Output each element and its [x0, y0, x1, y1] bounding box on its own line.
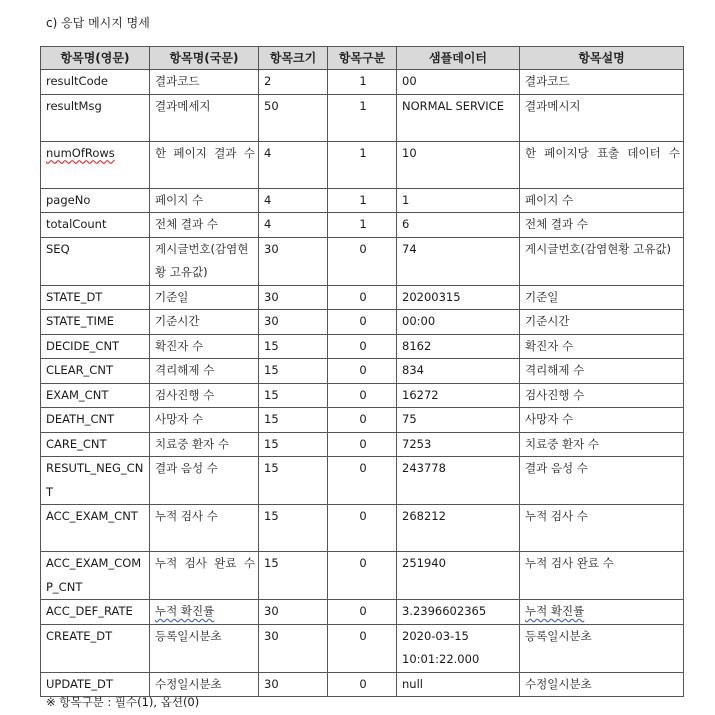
cell-ko-name: 검사진행 수: [150, 383, 259, 408]
cell-en-name: CARE_CNT: [41, 432, 150, 457]
cell-size: 15: [259, 359, 328, 384]
cell-sample: 3.2396602365: [397, 600, 520, 625]
cell-size: 30: [259, 624, 328, 672]
cell-ko-name: 누적 검사 수: [150, 505, 259, 552]
table-row: [41, 188, 684, 213]
cell-en-name: UPDATE_DT: [41, 672, 150, 697]
cell-type: 0: [328, 600, 397, 625]
cell-size: 30: [259, 237, 328, 285]
cell-sample: 16272: [397, 383, 520, 408]
cell-size: 4: [259, 213, 328, 238]
cell-size: 15: [259, 408, 328, 433]
cell-description: 격리해제 수: [520, 359, 684, 384]
table-row: [41, 70, 684, 95]
cell-size: 30: [259, 672, 328, 697]
cell-en-name: STATE_TIME: [41, 310, 150, 335]
cell-ko-name: 결과코드: [150, 70, 259, 95]
table-row: [41, 600, 684, 625]
table-row: [41, 552, 684, 600]
table-row: [41, 141, 684, 188]
cell-description: 한 페이지당 표출 데이터 수: [520, 141, 684, 188]
cell-ko-name: 게시글번호(감염현황 고유값): [150, 237, 259, 285]
table-row: [41, 624, 684, 672]
cell-description: 페이지 수: [520, 188, 684, 213]
cell-size: 15: [259, 552, 328, 600]
cell-description: 기준일: [520, 285, 684, 310]
cell-size: 15: [259, 505, 328, 552]
cell-en-name: SEQ: [41, 237, 150, 285]
cell-description: 검사진행 수: [520, 383, 684, 408]
cell-description: 등록일시분초: [520, 624, 684, 672]
cell-type: 0: [328, 552, 397, 600]
cell-sample: 251940: [397, 552, 520, 600]
table-row: [41, 383, 684, 408]
cell-en-name: CREATE_DT: [41, 624, 150, 672]
table-row: [41, 505, 684, 552]
cell-en-name: STATE_DT: [41, 285, 150, 310]
cell-size: 2: [259, 70, 328, 95]
cell-sample: 8162: [397, 334, 520, 359]
cell-description: 사망자 수: [520, 408, 684, 433]
cell-description: [520, 600, 684, 625]
cell-ko-name: 전체 결과 수: [150, 213, 259, 238]
cell-type: 0: [328, 672, 397, 697]
cell-ko-name: 확진자 수: [150, 334, 259, 359]
cell-ko-name: [150, 600, 259, 625]
cell-type: 1: [328, 141, 397, 188]
cell-sample: 834: [397, 359, 520, 384]
cell-type: 0: [328, 383, 397, 408]
cell-size: 4: [259, 188, 328, 213]
cell-en-name: EXAM_CNT: [41, 383, 150, 408]
cell-en-name: resultMsg: [41, 94, 150, 141]
spellcheck-underline: 누적 확진률: [155, 604, 215, 618]
cell-size: 30: [259, 285, 328, 310]
cell-sample: 20200315: [397, 285, 520, 310]
header-ko-name: 항목명(국문): [150, 47, 259, 70]
cell-ko-name: 사망자 수: [150, 408, 259, 433]
cell-type: 1: [328, 213, 397, 238]
cell-type: 1: [328, 94, 397, 141]
table-row: [41, 359, 684, 384]
cell-description: 결과코드: [520, 70, 684, 95]
cell-size: 15: [259, 457, 328, 505]
header-type: 항목구분: [328, 47, 397, 70]
table-row: [41, 408, 684, 433]
cell-ko-name: 결과메세지: [150, 94, 259, 141]
cell-type: 0: [328, 505, 397, 552]
cell-sample: 6: [397, 213, 520, 238]
cell-ko-name: 결과 음성 수: [150, 457, 259, 505]
table-caption: c) 응답 메시지 명세: [46, 16, 150, 30]
cell-en-name: CLEAR_CNT: [41, 359, 150, 384]
cell-ko-name: 페이지 수: [150, 188, 259, 213]
cell-size: 30: [259, 310, 328, 335]
cell-en-name: resultCode: [41, 70, 150, 95]
table-row: [41, 672, 684, 697]
cell-description: 치료중 환자 수: [520, 432, 684, 457]
table-row: [41, 94, 684, 141]
cell-en-name: pageNo: [41, 188, 150, 213]
cell-sample: 1: [397, 188, 520, 213]
cell-description: 수정일시분초: [520, 672, 684, 697]
cell-sample: 10: [397, 141, 520, 188]
cell-sample: 00: [397, 70, 520, 95]
table-row: [41, 213, 684, 238]
cell-sample: 243778: [397, 457, 520, 505]
cell-description: 기준시간: [520, 310, 684, 335]
cell-ko-name: 기준일: [150, 285, 259, 310]
table-row: [41, 285, 684, 310]
cell-type: 0: [328, 457, 397, 505]
table-row: [41, 334, 684, 359]
cell-ko-name: 기준시간: [150, 310, 259, 335]
cell-sample: null: [397, 672, 520, 697]
header-row: [41, 47, 684, 70]
cell-description: 전체 결과 수: [520, 213, 684, 238]
cell-type: 0: [328, 310, 397, 335]
cell-sample: 00:00: [397, 310, 520, 335]
spellcheck-underline: 누적 확진률: [525, 604, 585, 618]
table-row: [41, 310, 684, 335]
response-spec-table: [40, 46, 684, 697]
cell-description: 게시글번호(감염현황 고유값): [520, 237, 684, 285]
cell-ko-name: 등록일시분초: [150, 624, 259, 672]
cell-type: 1: [328, 70, 397, 95]
cell-en-name: RESUTL_NEG_CNT: [41, 457, 150, 505]
cell-description: 결과 음성 수: [520, 457, 684, 505]
cell-sample: 2020-03-15 10:01:22.000: [397, 624, 520, 672]
header-sample: 샘플데이터: [397, 47, 520, 70]
spellcheck-underline: numOfRows: [46, 145, 115, 160]
cell-type: 0: [328, 285, 397, 310]
cell-description: 확진자 수: [520, 334, 684, 359]
table-row: [41, 457, 684, 505]
header-description: 항목설명: [520, 47, 684, 70]
cell-type: 0: [328, 237, 397, 285]
cell-description: 결과메시지: [520, 94, 684, 141]
cell-type: 0: [328, 624, 397, 672]
cell-sample: 74: [397, 237, 520, 285]
cell-size: 4: [259, 141, 328, 188]
cell-en-name: ACC_EXAM_COMP_CNT: [41, 552, 150, 600]
cell-ko-name: 격리해제 수: [150, 359, 259, 384]
cell-sample: 7253: [397, 432, 520, 457]
cell-type: 0: [328, 359, 397, 384]
cell-type: 0: [328, 408, 397, 433]
cell-en-name: [41, 141, 150, 188]
cell-sample: NORMAL SERVICE: [397, 94, 520, 141]
footnote: ※ 항목구분 : 필수(1), 옵션(0): [46, 695, 200, 709]
header-size: 항목크기: [259, 47, 328, 70]
header-en-name: 항목명(영문): [41, 47, 150, 70]
cell-en-name: ACC_EXAM_CNT: [41, 505, 150, 552]
cell-en-name: totalCount: [41, 213, 150, 238]
cell-ko-name: 누적 검사 완료 수: [150, 552, 259, 600]
cell-ko-name: 수정일시분초: [150, 672, 259, 697]
cell-type: 1: [328, 188, 397, 213]
cell-type: 0: [328, 334, 397, 359]
table-row: [41, 237, 684, 285]
cell-size: 30: [259, 600, 328, 625]
cell-type: 0: [328, 432, 397, 457]
cell-sample: 268212: [397, 505, 520, 552]
cell-en-name: DEATH_CNT: [41, 408, 150, 433]
cell-size: 50: [259, 94, 328, 141]
cell-description: 누적 검사 수: [520, 505, 684, 552]
cell-sample: 75: [397, 408, 520, 433]
cell-en-name: ACC_DEF_RATE: [41, 600, 150, 625]
cell-size: 15: [259, 334, 328, 359]
cell-size: 15: [259, 432, 328, 457]
cell-en-name: DECIDE_CNT: [41, 334, 150, 359]
cell-ko-name: 치료중 환자 수: [150, 432, 259, 457]
cell-size: 15: [259, 383, 328, 408]
table-row: [41, 432, 684, 457]
cell-description: 누적 검사 완료 수: [520, 552, 684, 600]
cell-ko-name: 한 페이지 결과 수: [150, 141, 259, 188]
